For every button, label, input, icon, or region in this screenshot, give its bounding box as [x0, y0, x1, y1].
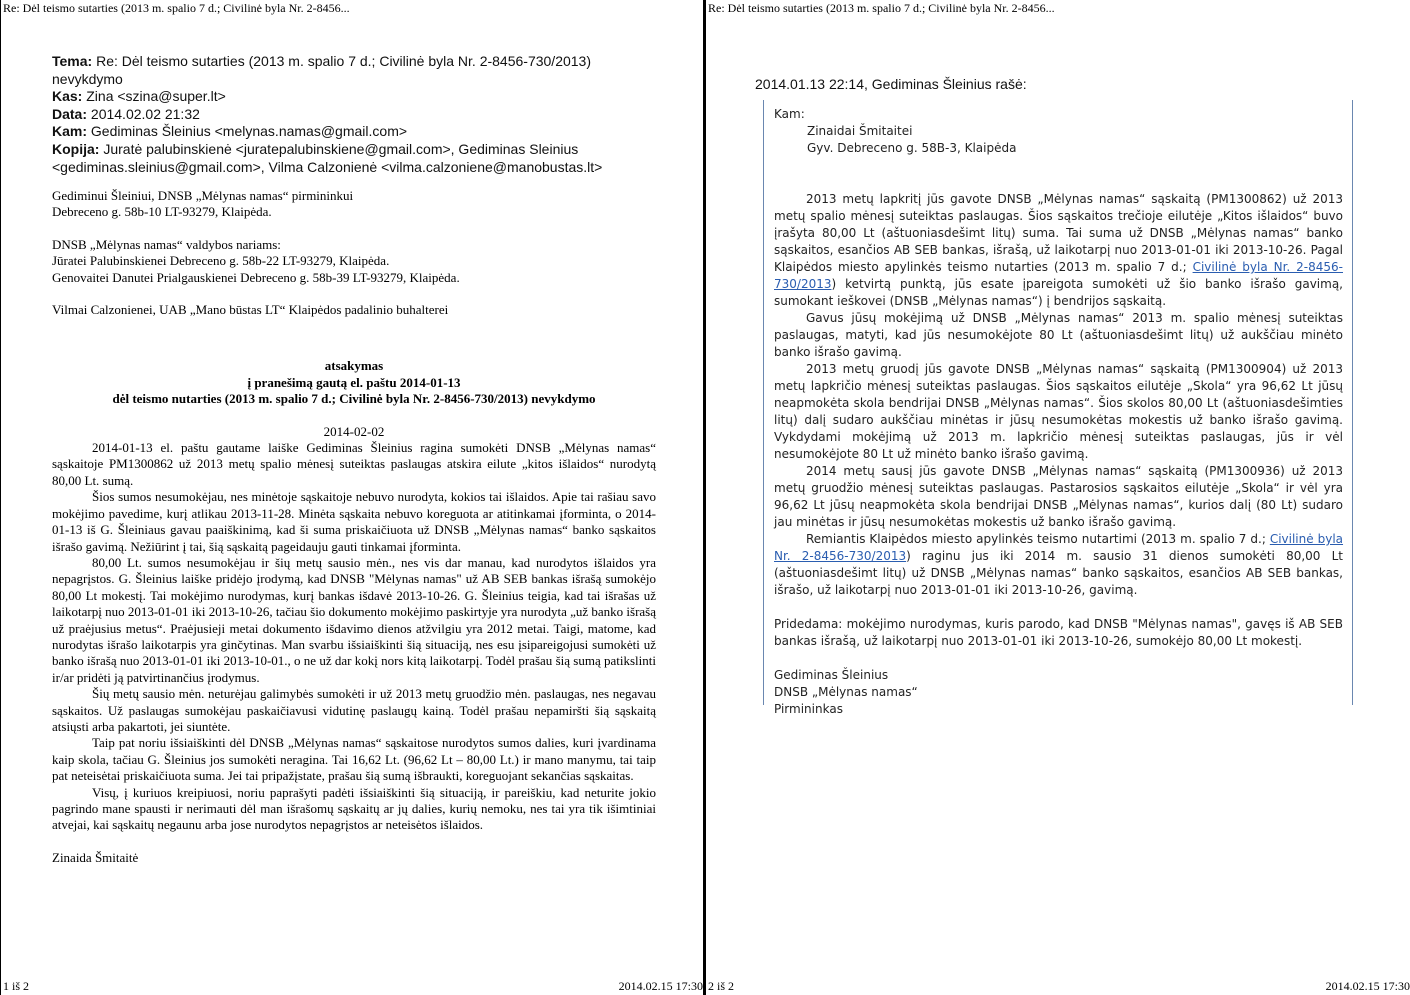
- page-number: 1 iš 2: [3, 979, 30, 993]
- quoted-paragraph-2: Gavus jūsų mokėjimą už DNSB „Mėlynas namas“ 2013 m. spalio mėnesį suteiktas paslaugas, matyti, kad jūs nesumokėjote 80 Lt (aštuoniasdešimt litų) už aukščiau minėto banko išrašo gavimą.: [774, 311, 1343, 359]
- quoted-signature-title: Pirmininkas: [774, 702, 843, 716]
- quoted-attachment-note: Pridedama: mokėjimo nurodymas, kuris parodo, kad DNSB "Mėlynas namas", gavęs iš AB SEB bankas išrašą, už laikotarpį nuo 2013-01-01 iki 2013-10-26, sumokėjo 80,00 Lt mokestį.: [774, 617, 1343, 648]
- quoted-paragraph-4: 2014 metų sausį jūs gavote DNSB „Mėlynas namas“ sąskaitą (PM1300936) už 2013 metų gruodžio mėnesį suteiktas paslaugas. Pastarosios sąskaitos eilutėje „Skola“ ir vėl yra 96,62 Lt jūsų neapmokėta skola bendrijai DNSB „Mėlynas namas“, kurios dalį (80 Lt) sudaro jau minėtas ir jūsų nesumokėtas mokestis už banko išrašo gavimą.: [774, 464, 1343, 529]
- addressee-3: Vilmai Calzonienei, UAB „Mano būstas LT“ Klaipėdos padalinio buhalterei: [52, 302, 449, 318]
- quoted-message: [763, 100, 1353, 716]
- quoted-p1-text-b: ) ketvirtą punktą, jūs esate įpareigota sumokėti už šio banko išrašo gavimą, sumokant ieškovei (DNSB „Mėlynas namas“) į bendrijos sąskaitą.: [774, 277, 1343, 308]
- paragraph-4: Šių metų sausio mėn. neturėjau galimybės sumokėti ir už 2013 metų gruodžio mėn. paslaugas, nes negavau sąskaitos. Už paslaugas sumokėjau paskaičiavusi vidutinę paslaugų kainą. Todėl prašau nepamiršti šią sąskaitą atsiųsti arba pakartoti, jei siuntėte.: [52, 686, 656, 734]
- subject-row: [52, 53, 652, 88]
- quoted-to-name: Zinaidai Šmitaitei: [807, 124, 913, 138]
- to-label: Kam:: [52, 123, 88, 140]
- paragraph-1: 2014-01-13 el. paštu gautame laiške Gediminas Šleinius ragina sumokėti DNSB „Mėlynas namas“ sąskaitoje PM1300862 už 2013 metų spalio mėnesį suteiktas paslaugas atskira eilute „kitos išlaidos“ nurodytą 80,00 Lt. sumą.: [52, 440, 656, 488]
- addressee-2-line-1: DNSB „Mėlynas namas“ valdybos nariams:: [52, 236, 281, 252]
- quoted-body: [774, 106, 1343, 718]
- subject-label: Tema:: [52, 53, 93, 69]
- from-row: [52, 88, 652, 106]
- letter-body: [52, 188, 656, 866]
- date-row: [52, 106, 652, 124]
- quoted-paragraph-5: [774, 531, 1343, 599]
- quoted-p5-text-b: ) raginu jus iki 2014 m. sausio 31 dienos sumokėti 80,00 Lt (aštuoniasdešimt litų) už DNSB „Mėlynas namas“ banko sąskaitos, esančios AB SEB bankas, išrašo, už laikotarpį nuo 2013-01-01 iki 2013-10-26, gavimą.: [774, 549, 1343, 597]
- from-value: Zina <szina@super.lt>: [86, 88, 226, 105]
- addressee-1-line-2: Debreceno g. 58b-10 LT-93279, Klaipėda.: [52, 204, 272, 220]
- email-meta-block: [52, 53, 652, 176]
- print-page-1: [0, 0, 703, 995]
- paragraph-6: Visų, į kuriuos kreipiuosi, noriu paprašyti padėti išsiaiškinti šią situaciją, ir pareiškiu, kad neturite jokio pagrindo mane spausti ir nerimauti dėl man išrašomų sąskaitų ar jų dalies, kurių nemoku, nes tai yra tik išimtiniai atvejai, kai sąskaitų negaunu arba jose nurodytos nepagrįstos ar neteisėtos išlaidos.: [52, 784, 656, 833]
- paragraph-5: Taip pat noriu išsiaiškinti dėl DNSB „Mėlynas namas“ sąskaitose nurodytos sumos dalies, kuri įvardinama kaip skola, tačiau G. Šleinius jos sumokėti neragina. Tai 16,62 Lt. (96,62 Lt – 80,00 Lt.) ir mano manymu, tai taip pat neteisėtai priskaičiuota suma. Jei tai pripažįstate, prašau šią sumą išbraukti, koreguojant sekančias sąskaitas.: [52, 735, 656, 784]
- signature: Zinaida Šmitaitė: [52, 849, 139, 865]
- print-timestamp: 2014.02.15 17:30: [618, 979, 703, 993]
- page-header: Re: Dėl teismo sutarties (2013 m. spalio 7 d.; Civilinė byla Nr. 2-8456...: [3, 1, 350, 15]
- print-timestamp: 2014.02.15 17:30: [1325, 979, 1410, 993]
- quoted-to-label: Kam:: [774, 107, 805, 121]
- letter-title-1: atsakymas: [324, 358, 384, 374]
- from-label: Kas:: [52, 88, 83, 105]
- letter-title-2: į pranešimą gautą el. paštu 2014-01-13: [247, 374, 461, 390]
- case-link[interactable]: Civilinė byla Nr. 2-8456-730/2013: [774, 260, 1343, 291]
- cc-value: Juratė palubinskienė <juratepalubinskiene@gmail.com>, Gediminas Sleinius <gediminas.sleinius@gmail.com>, Vilma Calzonienė <vilma.calzoniene@manobustas.lt>: [52, 140, 603, 175]
- date-label: Data:: [52, 105, 88, 122]
- case-link[interactable]: Civilinė byla Nr. 2-8456-730/2013: [774, 532, 1344, 563]
- paragraph-3: 80,00 Lt. sumos nesumokėjau ir šių metų sausio mėn., nes vis dar manau, kad nurodytos išlaidos yra nepagrįstos. G. Šleinius laiške pridėjo įrodymą, kad DNSB "Mėlynas namas" už AB SEB bankas išrašą sumokėjo 80,00 Lt mokestį. Tai mokėjimo nurodymas, kurį bankas išdavė 2013-10-26. G. Šleinius teigia, kad tai išrašas už laikotarpį nuo 2013-01-01 iki 2013-10-26, tačiau šio dokumento mokėjimo paskirtyje yra nurodyta „už banko išrašą už praėjusius metus“. Praėjusieji metai dokumento išdavimo dienos atžvilgiu yra 2012 metai. Taigi, matome, kad nurodytas išrašo laikotarpis yra ginčytinas. Man svarbu išsiaiškinti šią situaciją, nes esu įsipareigojusi sumokėti už banko išrašą nuo 2013-01-01 iki 2013-10-01., o ne už dar kokį nors kitą laikotarpį. Todėl prašau šią sumą patikslinti ir/ar pridėti ją patvirtinančius įrodymus.: [52, 554, 657, 685]
- page-header: Re: Dėl teismo sutarties (2013 m. spalio 7 d.; Civilinė byla Nr. 2-8456...: [708, 1, 1055, 15]
- to-value: Gediminas Šleinius <melynas.namas@gmail.com>: [90, 123, 408, 140]
- quoted-signature-org: DNSB „Mėlynas namas“: [774, 685, 918, 699]
- date-value: 2014.02.02 21:32: [90, 105, 200, 122]
- quoted-to-address: Gyv. Debreceno g. 58B-3, Klaipėda: [807, 141, 1017, 155]
- cc-label: Kopija:: [52, 140, 100, 157]
- letter-title-3: dėl teismo nutarties (2013 m. spalio 7 d.; Civilinė byla Nr. 2-8456-730/2013) nevykdymo: [112, 391, 596, 407]
- quoted-paragraph-3: 2013 metų gruodį jūs gavote DNSB „Mėlynas namas“ sąskaitą (PM1300904) už 2013 metų lapkričio mėnesį suteiktas paslaugas. Šios sąskaitos eilutėje „Skola“ yra 96,62 Lt jūsų neapmokėta skola bendrijai DNSB „Mėlynas namas“. Šios skolos 80,00 Lt (aštuoniasdešimties litų) dalį sudaro aukščiau minėtas ir jūsų nesumokėtas mokestis už banko išrašo gavimą. Vykdydami mokėjimą už 2013 m. lapkričio mėnesį suteiktas paslaugas, jūs ir vėl nesumokėjote 80 Lt už minėto banko išrašo gavimą.: [774, 362, 1343, 461]
- to-row: [52, 123, 652, 141]
- page-number: 2 iš 2: [708, 979, 735, 993]
- letter-date: 2014-02-02: [323, 423, 385, 439]
- cc-row: [52, 141, 652, 176]
- addressee-1-line-1: Gediminui Šleiniui, DNSB „Mėlynas namas“ pirmininkui: [52, 188, 354, 203]
- paragraph-2: Šios sumos nesumokėjau, nes minėtoje sąskaitoje nebuvo nurodyta, kokios tai išlaidos. Apie tai rašiau savo mokėjimo pavedime, kurį atlikau 2013-11-28. Minėta sąskaita nebuvo koreguota ar atitinkamai įforminta, o 2014-01-13 iš G. Šleiniaus gavau paaiškinimą, kad ši suma priskaičiuota už DNSB „Mėlynas namas“ banko sąskaitos išrašo gavimą. Nežiūrint į tai, šią sąskaitą pageidauju gauti tinkamai įforminta.: [52, 489, 656, 554]
- addressee-2-line-2: Jūratei Palubinskienei Debreceno g. 58b-22 LT-93279, Klaipėda.: [52, 253, 390, 269]
- quoted-signature-name: Gediminas Šleinius: [774, 668, 889, 682]
- quoted-paragraph-1: [774, 191, 1343, 310]
- addressee-2-line-3: Genovaitei Danutei Prialgauskienei Debreceno g. 58b-39 LT-93279, Klaipėda.: [52, 269, 460, 285]
- subject-value: Re: Dėl teismo sutarties (2013 m. spalio 7 d.; Civilinė byla Nr. 2-8456-730/2013) nevykdymo: [52, 53, 592, 87]
- quote-intro: 2014.01.13 22:14, Gediminas Šleinius rašė:: [755, 76, 1027, 92]
- quoted-p1-text-a: 2013 metų lapkritį jūs gavote DNSB „Mėlynas namas“ sąskaitą (PM1300862) už 2013 metų spalio mėnesį suteiktas paslaugas. Šios sąskaitos trečioje eilutėje „Kitos išlaidos“ buvo įrašyta 80,00 Lt (aštuoniasdešimt litų) suma. Tai suma už DNSB „Mėlynas namas“ banko sąskaitos, esančios AB SEB bankas, išrašą, už laikotarpį nuo 2013-01-01 iki 2013-10-26. Pagal Klaipėdos miesto apylinkės teismo nutarties (2013 m. spalio 7 d.;: [774, 192, 1343, 274]
- quoted-p5-text-a: Remiantis Klaipėdos miesto apylinkės teismo nutartimi (2013 m. spalio 7 d.;: [806, 532, 1270, 546]
